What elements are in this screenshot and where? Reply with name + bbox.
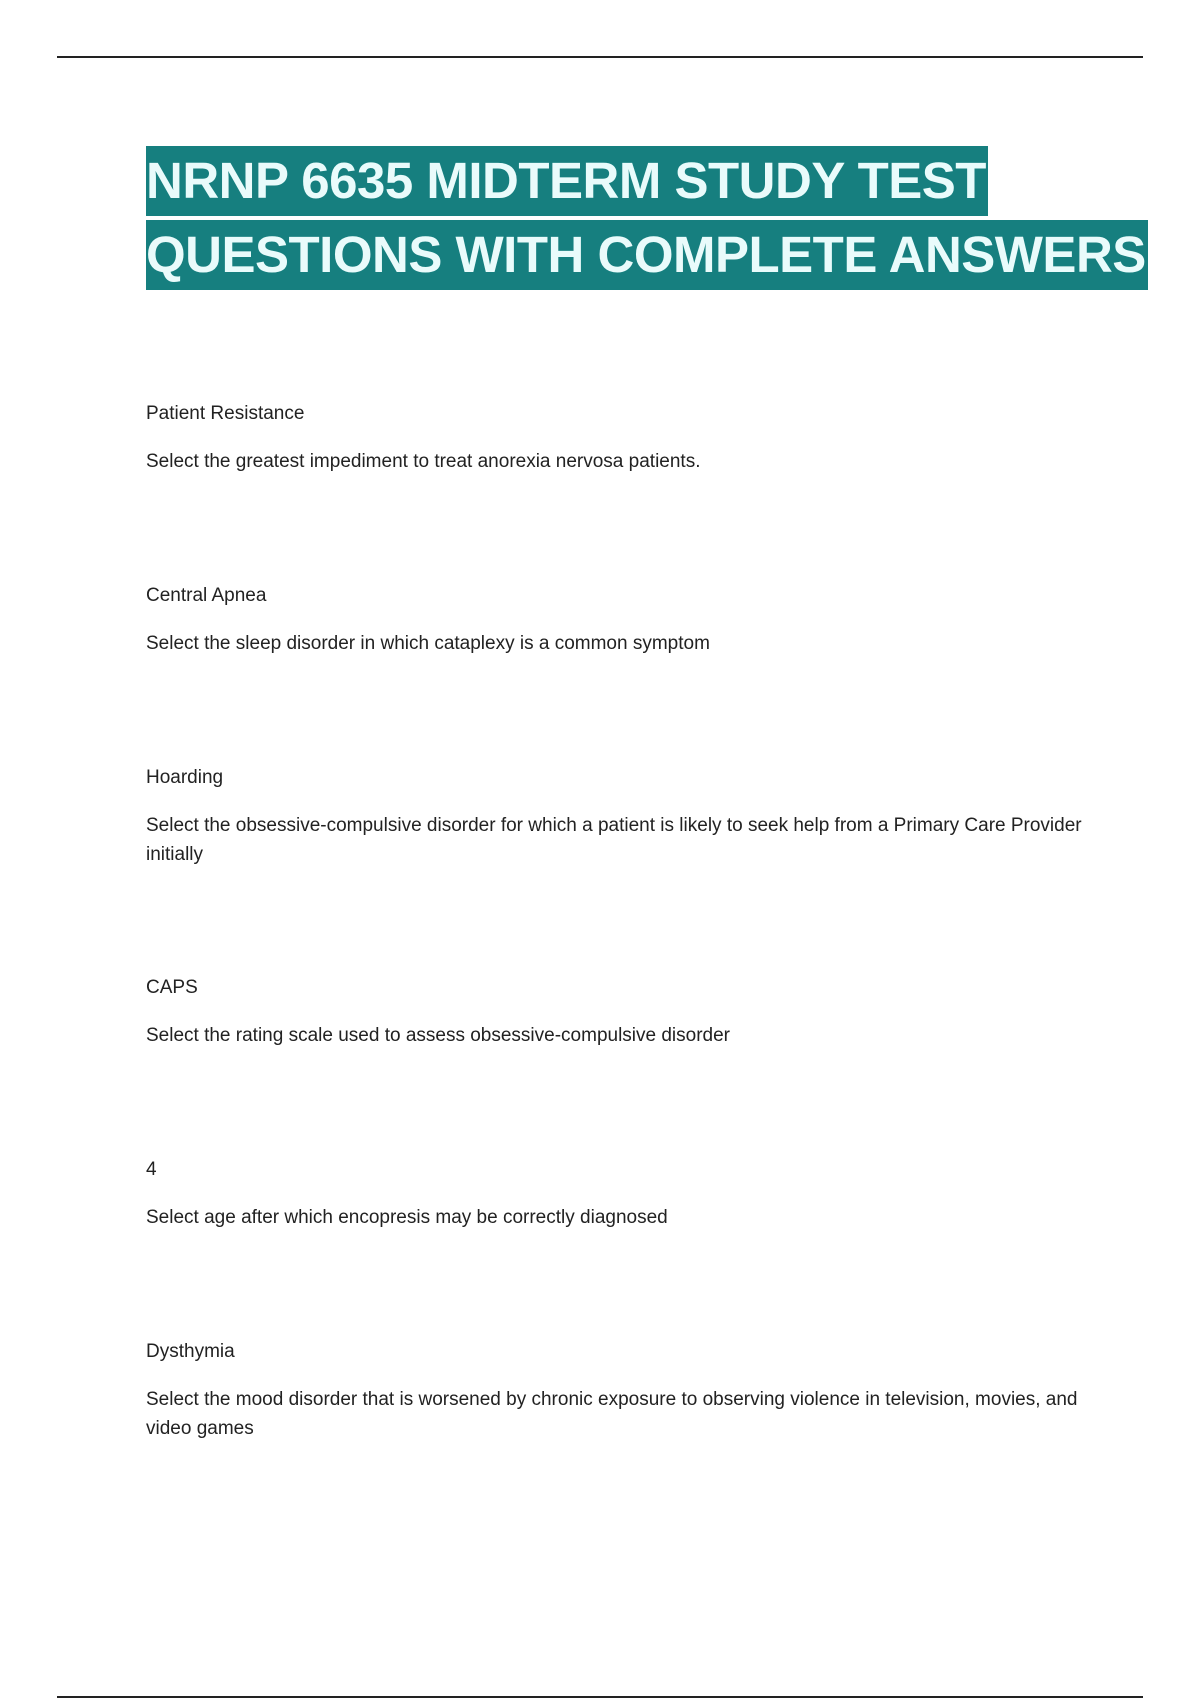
qa-item [146, 1158, 1086, 1232]
title-line-2: QUESTIONS WITH COMPLETE ANSWERS [146, 220, 1148, 290]
answer-text: Patient Resistance [146, 403, 305, 424]
top-divider [57, 56, 1143, 58]
question-text: Select age after which encopresis may be correctly diagnosed [146, 1207, 668, 1228]
qa-item [146, 584, 1086, 658]
question-text: Select the mood disorder that is worsened by chronic exposure to observing violence in television, movies, and video games [146, 1389, 1078, 1439]
question-text: Select the greatest impediment to treat anorexia nervosa patients. [146, 451, 701, 472]
question-text: Select the obsessive-compulsive disorder for which a patient is likely to seek help from a Primary Care Provider initially [146, 815, 1082, 865]
qa-item [146, 402, 1086, 476]
answer-text: Hoarding [146, 767, 224, 788]
answer-text: Dysthymia [146, 1341, 235, 1362]
question-text: Select the rating scale used to assess obsessive-compulsive disorder [146, 1025, 731, 1046]
answer-text: Central Apnea [146, 585, 267, 606]
title-line-1: NRNP 6635 MIDTERM STUDY TEST [146, 146, 988, 216]
qa-item [146, 766, 1086, 869]
bottom-divider [57, 1696, 1143, 1698]
qa-item [146, 1340, 1086, 1443]
answer-text: CAPS [146, 977, 198, 998]
qa-item [146, 976, 1086, 1050]
question-text: Select the sleep disorder in which cataplexy is a common symptom [146, 633, 710, 654]
document-title [146, 146, 1146, 290]
answer-text: 4 [146, 1159, 157, 1180]
